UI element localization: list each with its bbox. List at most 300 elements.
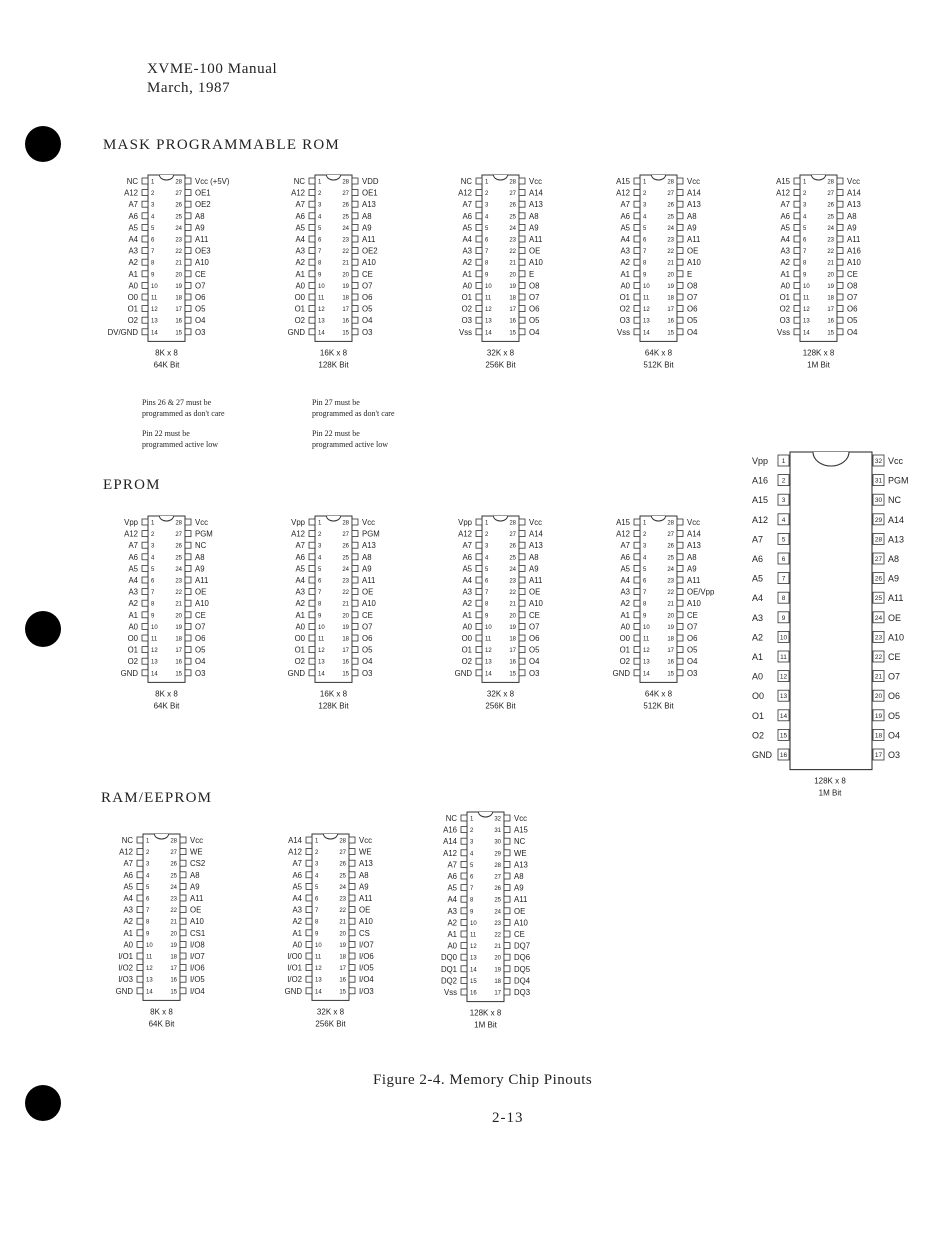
chip-organization: 64K x 8: [644, 348, 673, 358]
pin-label: GND: [612, 668, 630, 678]
pin-label: A4: [447, 895, 457, 905]
pin-label: O4: [195, 316, 206, 326]
pin-label: GND: [115, 986, 133, 996]
note-line: Pins 26 & 27 must be: [142, 398, 212, 407]
pin-label: A2: [295, 599, 305, 609]
pin-label: O4: [529, 327, 540, 337]
pin-label: DQ6: [514, 953, 531, 963]
pin-number: 7: [781, 575, 786, 583]
pin-number: 10: [803, 283, 810, 290]
pin-number: 24: [509, 566, 516, 573]
pin-number: 25: [509, 555, 516, 562]
pin-number: 17: [175, 307, 182, 314]
pin-number: 13: [146, 977, 153, 984]
pin-label: A1: [780, 269, 790, 279]
pin-number: 27: [667, 191, 674, 198]
pin-number: 13: [151, 318, 158, 325]
pin-number: 18: [342, 295, 349, 302]
pin-number: 13: [803, 318, 810, 325]
pin-number: 4: [318, 555, 322, 562]
pin-number: 19: [509, 283, 516, 290]
pin-label: DQ7: [514, 941, 531, 951]
pin-number: 15: [342, 671, 349, 678]
pin-label: A11: [362, 576, 376, 585]
chip-capacity: 256K Bit: [485, 360, 516, 370]
pin-number: 11: [151, 295, 158, 302]
pin-label: WE: [359, 847, 372, 857]
pin-number: 11: [318, 636, 325, 643]
chip-capacity: 512K Bit: [643, 360, 674, 370]
pin-number: 8: [151, 601, 155, 608]
pin-label: O1: [752, 710, 765, 721]
pin-number: 22: [342, 249, 349, 256]
pin-label: O0: [294, 293, 305, 302]
pin-label: O1: [461, 293, 472, 302]
pin-label: NC: [293, 177, 305, 186]
pin-label: CS: [359, 928, 370, 938]
pin-label: A10: [195, 599, 209, 609]
pin-label: O0: [294, 634, 305, 643]
pin-label: O2: [461, 657, 472, 667]
pin-label: A6: [292, 870, 302, 880]
pin-number: 17: [175, 648, 182, 655]
pin-number: 9: [485, 272, 489, 279]
pin-number: 12: [803, 307, 810, 314]
pin-label: WE: [190, 847, 203, 857]
pin-number: 9: [781, 614, 786, 622]
pin-label: O4: [362, 657, 373, 667]
pin-number: 21: [494, 944, 501, 951]
pin-label: Vpp: [291, 518, 305, 527]
pin-number: 23: [667, 237, 674, 244]
pin-number: 6: [643, 237, 647, 244]
pin-label: A5: [292, 882, 302, 892]
chip-organization: 64K x 8: [644, 689, 673, 699]
pin-number: 3: [151, 543, 155, 550]
pin-label: A8: [195, 211, 205, 221]
pin-label: A2: [462, 258, 472, 268]
pin-number: 15: [667, 330, 674, 337]
pin-label: A2: [620, 258, 630, 268]
pin-number: 5: [643, 566, 647, 573]
pin-label: A10: [847, 258, 861, 268]
pin-number: 6: [318, 237, 322, 244]
pin-number: 23: [509, 578, 516, 585]
pin-number: 12: [643, 307, 650, 314]
pin-label: A14: [288, 836, 302, 845]
pin-label: A0: [123, 940, 133, 950]
pin-number: 29: [874, 516, 883, 524]
pin-number: 16: [342, 318, 349, 325]
pin-label: A4: [620, 576, 630, 585]
pin-label: I/O3: [118, 975, 133, 985]
pin-label: A3: [462, 587, 472, 597]
pin-label: O7: [362, 281, 373, 291]
pin-label: OE: [687, 246, 699, 256]
pin-number: 12: [318, 648, 325, 655]
pin-label: A2: [620, 599, 630, 609]
pin-label: E: [687, 269, 693, 279]
pin-number: 27: [170, 850, 177, 857]
pin-number: 27: [342, 191, 349, 198]
pin-number: 14: [315, 989, 322, 996]
pin-number: 10: [315, 942, 322, 949]
pin-label: A5: [128, 223, 138, 233]
pin-number: 7: [485, 249, 489, 256]
pin-label: A6: [447, 872, 457, 881]
pin-label: GND: [287, 668, 305, 678]
pin-number: 9: [643, 613, 647, 620]
pin-number: 12: [470, 944, 477, 951]
pin-label: Vpp: [124, 518, 138, 527]
pin-number: 4: [146, 873, 150, 880]
pin-label: A8: [359, 870, 369, 880]
pin-number: 12: [485, 307, 492, 314]
pin-label: O6: [888, 691, 901, 702]
pin-number: 3: [318, 202, 322, 209]
note-line: programmed active low: [142, 440, 218, 449]
pin-number: 24: [494, 909, 501, 916]
pin-label: A6: [123, 870, 133, 880]
pin-number: 19: [874, 712, 883, 720]
pin-number: 4: [643, 555, 647, 562]
pin-label: A7: [620, 541, 630, 551]
pin-label: A6: [620, 552, 630, 562]
pin-label: A3: [295, 587, 305, 597]
pin-number: 25: [175, 214, 182, 221]
pin-label: A14: [888, 514, 905, 525]
chip-pinout-3: [458, 175, 543, 369]
pin-label: A16: [443, 825, 457, 835]
pin-label: A6: [128, 211, 138, 221]
pin-label: OE: [888, 612, 902, 623]
pin-label: O4: [847, 327, 858, 337]
pin-label: A6: [462, 211, 472, 221]
chip-organization: 16K x 8: [319, 689, 348, 699]
pin-number: 8: [643, 260, 647, 267]
pin-label: CE: [514, 930, 525, 939]
pin-number: 26: [667, 202, 674, 209]
pin-number: 7: [151, 590, 155, 597]
pin-number: 14: [779, 712, 788, 720]
pin-label: DQ1: [440, 964, 457, 974]
pin-number: 8: [643, 601, 647, 608]
pin-number: 22: [509, 249, 516, 256]
pin-label: A16: [847, 246, 861, 256]
pin-label: Vcc: [888, 456, 904, 466]
pin-number: 7: [315, 908, 319, 915]
pin-number: 27: [494, 874, 501, 881]
pin-label: A12: [458, 529, 472, 539]
pin-label: A10: [195, 258, 209, 268]
pin-label: A15: [752, 495, 769, 506]
pin-label: A3: [123, 905, 133, 915]
pin-label: CS1: [190, 928, 206, 938]
pin-number: 5: [318, 566, 322, 573]
pin-label: A14: [687, 529, 701, 539]
pin-label: A10: [888, 632, 905, 643]
pin-number: 30: [494, 839, 501, 846]
pin-label: Vcc: [514, 814, 527, 823]
chip-pinout-13: [752, 452, 909, 798]
pin-number: 5: [315, 884, 319, 891]
pin-label: O3: [687, 668, 698, 678]
pin-number: 16: [170, 977, 177, 984]
pin-label: O1: [127, 304, 138, 314]
pin-number: 2: [470, 828, 474, 835]
pin-label: O2: [127, 657, 138, 667]
pin-label: A7: [752, 534, 764, 545]
pin-number: 23: [170, 896, 177, 903]
pin-number: 1: [151, 520, 155, 527]
pin-label: A7: [620, 200, 630, 210]
pin-label: O1: [294, 304, 305, 314]
pin-label: O5: [529, 645, 540, 655]
pin-label: CE: [362, 610, 373, 620]
pin-number: 4: [318, 214, 322, 221]
pin-label: A0: [292, 940, 302, 950]
pin-number: 13: [779, 693, 788, 701]
pin-label: DQ0: [440, 953, 457, 963]
pin-number: 10: [151, 283, 158, 290]
pin-label: Vcc: [687, 177, 700, 186]
pin-number: 8: [315, 919, 319, 926]
pin-number: 10: [643, 624, 650, 631]
pin-label: A0: [620, 622, 630, 632]
pin-label: A8: [514, 872, 524, 881]
pin-label: A10: [529, 599, 543, 609]
pin-number: 6: [318, 578, 322, 585]
pin-number: 6: [485, 578, 489, 585]
pin-label: A7: [447, 860, 457, 870]
pin-number: 19: [175, 283, 182, 290]
pin-number: 21: [175, 601, 182, 608]
pin-label: O7: [687, 622, 698, 632]
pin-label: A8: [529, 211, 539, 221]
pin-number: 22: [175, 590, 182, 597]
pin-label: A16: [752, 475, 769, 486]
pin-number: 26: [339, 861, 346, 868]
pin-label: A9: [359, 882, 369, 892]
pin-label: OE1: [195, 188, 211, 198]
pin-label: A4: [462, 576, 472, 585]
pin-number: 13: [485, 659, 492, 666]
pin-number: 10: [485, 283, 492, 290]
pin-label: O2: [294, 316, 305, 326]
pin-label: GND: [284, 986, 302, 996]
pin-number: 11: [318, 295, 325, 302]
pin-label: O3: [362, 327, 373, 337]
pin-label: A2: [752, 632, 764, 643]
pin-number: 1: [803, 179, 807, 186]
pin-number: 5: [318, 225, 322, 232]
pin-label: A4: [780, 235, 790, 244]
pin-number: 22: [494, 932, 501, 939]
pin-label: A1: [620, 269, 630, 279]
pin-number: 26: [667, 543, 674, 550]
pin-number: 13: [643, 318, 650, 325]
pin-label: A10: [359, 917, 373, 927]
pin-label: Vcc: [847, 177, 860, 186]
pin-label: A6: [295, 211, 305, 221]
pin-number: 28: [509, 179, 516, 186]
pin-number: 19: [509, 624, 516, 631]
pin-label: A0: [752, 671, 764, 682]
pin-number: 25: [175, 555, 182, 562]
pin-number: 23: [342, 237, 349, 244]
pin-label: OE: [362, 587, 374, 597]
pin-label: A3: [620, 587, 630, 597]
pin-label: CE: [195, 269, 206, 279]
pin-label: I/O1: [287, 963, 302, 973]
pin-number: 16: [779, 752, 788, 759]
pin-number: 12: [146, 966, 153, 973]
pin-label: A5: [295, 564, 305, 574]
pin-number: 2: [485, 532, 489, 539]
pin-label: GND: [752, 750, 772, 760]
pin-label: A11: [847, 235, 861, 244]
pin-number: 1: [318, 179, 322, 186]
pin-label: I/O3: [359, 986, 374, 996]
pin-label: A7: [123, 859, 133, 869]
pin-label: A2: [295, 258, 305, 268]
pin-number: 18: [827, 295, 834, 302]
pin-label: O4: [362, 316, 373, 326]
pin-number: 18: [170, 954, 177, 961]
pin-number: 2: [485, 191, 489, 198]
pin-number: 2: [643, 191, 647, 198]
pin-label: A3: [128, 246, 138, 256]
pin-label: A15: [616, 177, 630, 186]
pin-number: 15: [339, 989, 346, 996]
pin-number: 22: [342, 590, 349, 597]
pin-label: O0: [127, 634, 138, 643]
chip-pinout-11: [285, 834, 375, 1028]
pin-number: 10: [779, 634, 788, 642]
pin-label: O3: [619, 316, 630, 326]
pin-number: 18: [509, 636, 516, 643]
pin-label: A13: [362, 200, 376, 210]
pin-label: A12: [124, 529, 138, 539]
pin-label: A8: [529, 552, 539, 562]
pin-number: 11: [643, 295, 650, 302]
figure-caption: Figure 2-4. Memory Chip Pinouts: [373, 1072, 593, 1088]
pin-number: 20: [342, 272, 349, 279]
pin-label: O6: [362, 293, 373, 302]
pin-number: 21: [827, 260, 834, 267]
pin-number: 27: [874, 556, 883, 563]
pin-number: 23: [667, 578, 674, 585]
pin-number: 8: [803, 260, 807, 267]
pin-label: O5: [362, 304, 373, 314]
pin-label: Vss: [617, 327, 630, 337]
pin-label: A14: [443, 837, 457, 847]
pin-number: 26: [509, 202, 516, 209]
pin-number: 14: [318, 330, 325, 337]
pin-label: A9: [514, 883, 524, 893]
pin-number: 7: [318, 249, 322, 256]
pin-number: 25: [339, 873, 346, 880]
pin-number: 24: [667, 225, 674, 232]
pin-label: A2: [292, 917, 302, 927]
pin-number: 19: [339, 942, 346, 949]
pin-number: 7: [151, 249, 155, 256]
pin-label: O4: [687, 657, 698, 667]
pin-label: Vcc (+5V): [195, 177, 230, 186]
pin-label: A2: [123, 917, 133, 927]
pin-label: A3: [447, 906, 457, 916]
pin-number: 20: [874, 693, 883, 701]
pin-label: I/O5: [190, 975, 205, 985]
pin-label: A5: [620, 223, 630, 233]
chip-organization: 32K x 8: [316, 1007, 345, 1017]
pin-label: A11: [687, 576, 701, 585]
note-line: Pin 22 must be: [142, 429, 190, 438]
pin-label: A0: [780, 281, 790, 291]
pin-label: A12: [443, 848, 457, 858]
page-number: 2-13: [492, 1110, 524, 1126]
chip-organization: 16K x 8: [319, 348, 348, 358]
pin-label: O8: [687, 281, 698, 291]
chip-capacity: 1M Bit: [474, 1020, 497, 1030]
pin-label: OE1: [362, 188, 378, 198]
pin-label: O7: [529, 293, 540, 302]
pin-label: A9: [687, 564, 697, 574]
pin-label: A12: [291, 188, 305, 198]
pin-number: 11: [315, 954, 322, 961]
pin-number: 23: [874, 634, 883, 642]
pin-label: I/O0: [287, 952, 302, 961]
pin-number: 21: [339, 919, 346, 926]
pin-label: OE2: [362, 246, 378, 256]
pin-number: 2: [315, 850, 319, 857]
pin-label: A7: [780, 200, 790, 210]
pin-label: A5: [752, 573, 764, 584]
pin-label: A12: [119, 847, 133, 857]
pin-label: O8: [847, 281, 858, 291]
pin-label: O4: [195, 657, 206, 667]
pin-label: I/O7: [190, 952, 205, 961]
pin-number: 26: [509, 543, 516, 550]
pin-number: 20: [509, 613, 516, 620]
pin-number: 5: [151, 566, 155, 573]
pin-number: 14: [470, 967, 477, 974]
pin-label: PGM: [195, 529, 213, 539]
pin-number: 4: [803, 214, 807, 221]
pin-number: 4: [151, 214, 155, 221]
pin-number: 17: [667, 648, 674, 655]
pin-label: A1: [295, 269, 305, 279]
pin-label: OE: [195, 587, 207, 597]
chip-capacity: 64K Bit: [153, 360, 180, 370]
pin-label: PGM: [362, 529, 380, 539]
pin-number: 8: [781, 595, 786, 603]
pin-label: A15: [776, 177, 790, 186]
pin-number: 19: [175, 624, 182, 631]
pin-label: A10: [529, 258, 543, 268]
pin-number: 17: [827, 307, 834, 314]
pin-number: 11: [146, 954, 153, 961]
pin-number: 21: [342, 260, 349, 267]
pin-number: 3: [643, 202, 647, 209]
pin-label: Vcc: [195, 518, 208, 527]
pin-number: 5: [470, 862, 474, 869]
pin-number: 20: [509, 272, 516, 279]
pin-number: 4: [781, 516, 786, 524]
pin-label: NC: [195, 541, 207, 551]
pin-number: 11: [485, 636, 492, 643]
pin-label: CS2: [190, 859, 206, 869]
